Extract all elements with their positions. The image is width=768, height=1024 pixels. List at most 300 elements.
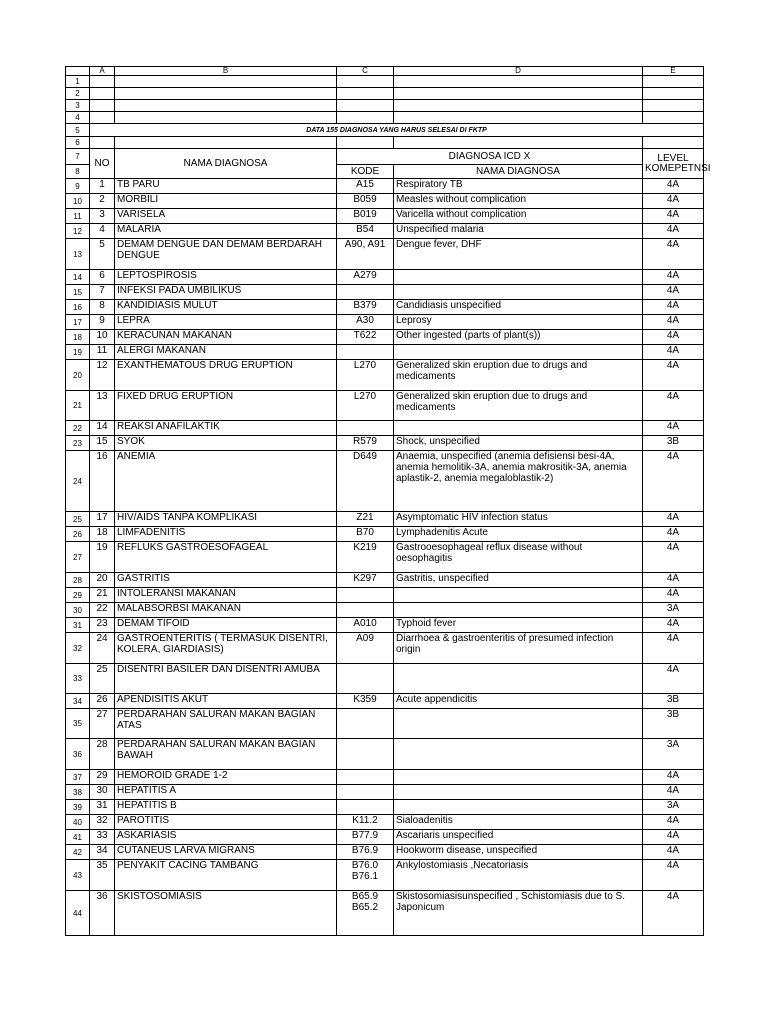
cell-no[interactable]: 9 [90,315,115,330]
table-row [66,512,704,527]
row-number[interactable]: 38 [66,785,90,800]
cell[interactable] [115,76,337,88]
table-row [66,421,704,436]
cell-icd-code[interactable]: B70 [337,527,394,542]
table-row [66,573,704,588]
cell-no[interactable]: 21 [90,588,115,603]
row-number[interactable]: 39 [66,800,90,815]
cell-diagnosis-name[interactable]: GASTRITIS [115,573,337,588]
cell-icd-name[interactable] [394,739,643,770]
cell-diagnosis-name[interactable]: INTOLERANSI MAKANAN [115,588,337,603]
cell-diagnosis-name[interactable]: MALARIA [115,224,337,239]
row-number[interactable]: 24 [66,451,90,512]
row-number[interactable]: 8 [66,165,90,179]
header-no[interactable]: NO [90,149,115,179]
cell[interactable] [643,112,704,124]
row-number[interactable]: 19 [66,345,90,360]
row-number[interactable]: 4 [66,112,90,124]
cell-level[interactable]: 4A [643,285,704,300]
cell-icd-code[interactable]: B76.0 B76.1 [337,860,394,891]
table-row [66,285,704,300]
column-header-b[interactable]: B [115,67,337,76]
cell-no[interactable]: 35 [90,860,115,891]
column-header-a[interactable]: A [90,67,115,76]
cell-diagnosis-name[interactable]: DEMAM TIFOID [115,618,337,633]
cell-no[interactable]: 4 [90,224,115,239]
cell-level[interactable]: 3A [643,603,704,618]
cell-icd-code[interactable]: B059 [337,194,394,209]
cell-level[interactable]: 4A [643,830,704,845]
cell-icd-code[interactable] [337,739,394,770]
cell-diagnosis-name[interactable]: HEMOROID GRADE 1-2 [115,770,337,785]
cell-icd-name[interactable] [394,421,643,436]
table-row [66,785,704,800]
cell-no[interactable]: 15 [90,436,115,451]
cell-diagnosis-name[interactable]: GASTROENTERITIS ( TERMASUK DISENTRI, KOLERA, GIARDIASIS) [115,633,337,664]
cell-diagnosis-name[interactable]: HEPATITIS A [115,785,337,800]
table-row [66,770,704,785]
cell-icd-code[interactable]: K11.2 [337,815,394,830]
cell-level[interactable]: 4A [643,860,704,891]
cell-level[interactable]: 4A [643,194,704,209]
row-number[interactable]: 9 [66,179,90,194]
cell-icd-code[interactable]: R579 [337,436,394,451]
column-header-row [66,67,704,76]
table-row [66,209,704,224]
cell-no[interactable]: 12 [90,360,115,391]
row-number[interactable]: 43 [66,860,90,891]
cell-icd-code[interactable]: B019 [337,209,394,224]
table-row [66,179,704,194]
cell-level[interactable]: 4A [643,588,704,603]
cell-no[interactable]: 5 [90,239,115,270]
cell-no[interactable]: 14 [90,421,115,436]
table-row [66,709,704,739]
row-number[interactable]: 29 [66,588,90,603]
cell[interactable] [90,137,115,149]
table-row [66,618,704,633]
cell-diagnosis-name[interactable]: DEMAM DENGUE DAN DEMAM BERDARAH DENGUE [115,239,337,270]
cell-level[interactable]: 4A [643,633,704,664]
cell-icd-name[interactable] [394,285,643,300]
cell-icd-code[interactable]: D649 [337,451,394,512]
row-number[interactable]: 21 [66,391,90,421]
cell-no[interactable]: 26 [90,694,115,709]
cell-icd-name[interactable] [394,785,643,800]
cell-no[interactable]: 6 [90,270,115,285]
row-number[interactable]: 6 [66,137,90,149]
row-number[interactable]: 12 [66,224,90,239]
cell-no[interactable]: 3 [90,209,115,224]
cell-level[interactable]: 4A [643,239,704,270]
cell[interactable] [643,88,704,100]
cell-diagnosis-name[interactable]: HEPATITIS B [115,800,337,815]
row-number[interactable]: 40 [66,815,90,830]
cell[interactable] [394,112,643,124]
cell-level[interactable]: 4A [643,845,704,860]
cell-level[interactable]: 4A [643,785,704,800]
table-row [66,588,704,603]
column-header-c[interactable]: C [337,67,394,76]
row-number[interactable]: 7 [66,149,90,165]
cell-icd-code[interactable] [337,345,394,360]
cell[interactable] [643,76,704,88]
row-number[interactable]: 30 [66,603,90,618]
cell-icd-name[interactable]: Generalized skin eruption due to drugs and medicaments [394,360,643,391]
table-row [66,664,704,694]
cell-level[interactable]: 4A [643,770,704,785]
cell[interactable] [115,112,337,124]
spreadsheet-table [65,66,711,936]
table-row [66,891,704,936]
column-header-e[interactable]: E [643,67,704,76]
cell-level[interactable]: 3B [643,436,704,451]
cell-level[interactable]: 4A [643,664,704,694]
header-level[interactable]: LEVEL KOMEPETNSI [643,149,704,179]
row-number[interactable]: 22 [66,421,90,436]
header-nama-diagnosa[interactable]: NAMA DIAGNOSA [115,149,337,179]
cell-icd-name[interactable]: Skistosomiasisunspecified , Schistomiasis due to S. Japonicum [394,891,643,936]
cell-icd-code[interactable] [337,664,394,694]
cell-diagnosis-name[interactable]: ALERGI MAKANAN [115,345,337,360]
cell-icd-code[interactable]: K219 [337,542,394,573]
cell-level[interactable]: 4A [643,573,704,588]
cell-icd-code[interactable] [337,709,394,739]
cell-icd-name[interactable]: Other ingested (parts of plant(s)) [394,330,643,345]
row-number[interactable]: 10 [66,194,90,209]
row-number[interactable]: 42 [66,845,90,860]
cell-icd-name[interactable]: Gastritis, unspecified [394,573,643,588]
row-number[interactable]: 1 [66,76,90,88]
cell-icd-name[interactable]: Shock, unspecified [394,436,643,451]
cell-diagnosis-name[interactable]: PENYAKIT CACING TAMBANG [115,860,337,891]
cell-diagnosis-name[interactable]: ASKARIASIS [115,830,337,845]
cell-icd-code[interactable] [337,770,394,785]
row-number[interactable]: 11 [66,209,90,224]
cell-no[interactable]: 30 [90,785,115,800]
cell-icd-name[interactable]: Hookworm disease, unspecified [394,845,643,860]
cell-no[interactable]: 16 [90,451,115,512]
cell-icd-code[interactable]: A279 [337,270,394,285]
cell-no[interactable]: 28 [90,739,115,770]
cell-icd-name[interactable]: Ascariaris unspecified [394,830,643,845]
cell-diagnosis-name[interactable]: MORBILI [115,194,337,209]
cell-icd-name[interactable] [394,588,643,603]
cell-level[interactable]: 4A [643,330,704,345]
header-kode[interactable]: KODE [337,165,394,179]
row-number[interactable]: 41 [66,830,90,845]
cell-icd-name[interactable]: Unspecified malaria [394,224,643,239]
cell[interactable] [643,137,704,149]
table-row [66,739,704,770]
cell-icd-code[interactable] [337,285,394,300]
row-number[interactable]: 16 [66,300,90,315]
header-icd-nama[interactable]: NAMA DIAGNOSA [394,165,643,179]
cell-icd-name[interactable]: Ankylostomiasis ,Necatoriasis [394,860,643,891]
cell[interactable] [337,76,394,88]
empty-row [66,100,704,112]
row-number[interactable]: 26 [66,527,90,542]
cell-icd-code[interactable]: B65.9 B65.2 [337,891,394,936]
table-row [66,436,704,451]
row-number[interactable]: 37 [66,770,90,785]
cell-level[interactable]: 4A [643,542,704,573]
table-row [66,391,704,421]
cell-no[interactable]: 2 [90,194,115,209]
cell-diagnosis-name[interactable]: HIV/AIDS TANPA KOMPLIKASI [115,512,337,527]
cell-no[interactable]: 27 [90,709,115,739]
row-number[interactable]: 25 [66,512,90,527]
row-number[interactable]: 33 [66,664,90,694]
cell-icd-name[interactable]: Dengue fever, DHF [394,239,643,270]
cell-no[interactable]: 32 [90,815,115,830]
cell-no[interactable]: 31 [90,800,115,815]
cell-diagnosis-name[interactable]: DISENTRI BASILER DAN DISENTRI AMUBA [115,664,337,694]
cell-icd-code[interactable]: T622 [337,330,394,345]
cell-level[interactable]: 4A [643,618,704,633]
cell-icd-code[interactable] [337,785,394,800]
cell-no[interactable]: 25 [90,664,115,694]
cell[interactable] [90,76,115,88]
cell-level[interactable]: 4A [643,527,704,542]
cell-level[interactable]: 4A [643,891,704,936]
cell-level[interactable]: 4A [643,512,704,527]
cell-icd-code[interactable]: B77.9 [337,830,394,845]
empty-row [66,76,704,88]
cell[interactable] [394,76,643,88]
cell[interactable] [337,88,394,100]
row-number[interactable]: 32 [66,633,90,664]
cell-icd-name[interactable] [394,800,643,815]
cell[interactable] [394,100,643,112]
cell-icd-code[interactable] [337,800,394,815]
cell-icd-code[interactable]: L270 [337,360,394,391]
cell-icd-name[interactable]: Diarrhoea & gastroenteritis of presumed infection origin [394,633,643,664]
cell[interactable] [394,88,643,100]
cell[interactable] [115,137,337,149]
cell-diagnosis-name[interactable]: TB PARU [115,179,337,194]
column-header-d[interactable]: D [394,67,643,76]
cell-diagnosis-name[interactable]: FIXED DRUG ERUPTION [115,391,337,421]
cell-icd-name[interactable]: Lymphadenitis Acute [394,527,643,542]
cell[interactable] [643,100,704,112]
cell-icd-code[interactable]: K359 [337,694,394,709]
cell-diagnosis-name[interactable]: REAKSI ANAFILAKTIK [115,421,337,436]
cell-icd-code[interactable]: L270 [337,391,394,421]
cell-icd-code[interactable]: B54 [337,224,394,239]
cell-level[interactable]: 4A [643,270,704,285]
cell-icd-name[interactable]: Varicella without complication [394,209,643,224]
cell-icd-code[interactable]: B76.9 [337,845,394,860]
table-row [66,830,704,845]
cell-diagnosis-name[interactable]: MALABSORBSI MAKANAN [115,603,337,618]
cell-diagnosis-name[interactable]: REFLUKS GASTROESOFAGEAL [115,542,337,573]
row-number[interactable]: 28 [66,573,90,588]
table-row [66,845,704,860]
cell-diagnosis-name[interactable]: LIMFADENITIS [115,527,337,542]
cell-icd-name[interactable]: Generalized skin eruption due to drugs and medicaments [394,391,643,421]
cell[interactable] [115,88,337,100]
cell-icd-name[interactable]: Respiratory TB [394,179,643,194]
cell-no[interactable]: 10 [90,330,115,345]
cell-icd-code[interactable]: A30 [337,315,394,330]
cell-no[interactable]: 23 [90,618,115,633]
cell[interactable] [337,137,394,149]
table-row [66,527,704,542]
row-number[interactable]: 20 [66,360,90,391]
cell-level[interactable]: 4A [643,451,704,512]
table-row [66,330,704,345]
cell-level[interactable]: 4A [643,179,704,194]
table-row [66,633,704,664]
cell[interactable] [337,112,394,124]
cell-level[interactable]: 3A [643,800,704,815]
row-number[interactable]: 3 [66,100,90,112]
cell-icd-name[interactable]: Anaemia, unspecified (anemia defisiensi besi-4A, anemia hemolitik-3A, anemia makrositik-3A, anemia aplastik-2, anemia megaloblastik-2) [394,451,643,512]
cell-level[interactable]: 4A [643,815,704,830]
cell-level[interactable]: 4A [643,209,704,224]
cell-icd-name[interactable]: Measles without complication [394,194,643,209]
row-number[interactable]: 18 [66,330,90,345]
cell-diagnosis-name[interactable]: CUTANEUS LARVA MIGRANS [115,845,337,860]
cell-diagnosis-name[interactable]: KERACUNAN MAKANAN [115,330,337,345]
cell-no[interactable]: 20 [90,573,115,588]
cell-icd-name[interactable]: Leprosy [394,315,643,330]
cell-no[interactable]: 22 [90,603,115,618]
cell-icd-name[interactable]: Gastrooesophageal reflux disease without oesophagitis [394,542,643,573]
cell-level[interactable]: 4A [643,224,704,239]
cell-icd-code[interactable]: K297 [337,573,394,588]
cell-no[interactable]: 11 [90,345,115,360]
cell-diagnosis-name[interactable]: PERDARAHAN SALURAN MAKAN BAGIAN ATAS [115,709,337,739]
cell-icd-name[interactable] [394,270,643,285]
cell-no[interactable]: 36 [90,891,115,936]
cell-level[interactable]: 3B [643,694,704,709]
cell-diagnosis-name[interactable]: KANDIDIASIS MULUT [115,300,337,315]
cell-no[interactable]: 19 [90,542,115,573]
cell-diagnosis-name[interactable]: LEPRA [115,315,337,330]
row-number[interactable]: 27 [66,542,90,573]
cell-level[interactable]: 4A [643,421,704,436]
row-number[interactable]: 44 [66,891,90,936]
cell-diagnosis-name[interactable]: LEPTOSPIROSIS [115,270,337,285]
table-row [66,542,704,573]
cell[interactable] [90,112,115,124]
cell-icd-code[interactable]: A09 [337,633,394,664]
cell-no[interactable]: 33 [90,830,115,845]
row-number[interactable]: 31 [66,618,90,633]
cell-diagnosis-name[interactable]: APENDISITIS AKUT [115,694,337,709]
cell-diagnosis-name[interactable]: PAROTITIS [115,815,337,830]
row-number[interactable]: 13 [66,239,90,270]
cell-icd-name[interactable]: Sialoadenitis [394,815,643,830]
cell-diagnosis-name[interactable]: ANEMIA [115,451,337,512]
cell-icd-name[interactable] [394,603,643,618]
cell[interactable] [337,100,394,112]
cell-diagnosis-name[interactable]: SYOK [115,436,337,451]
row-number[interactable]: 23 [66,436,90,451]
cell[interactable] [115,100,337,112]
cell-icd-name[interactable]: Asymptomatic HIV infection status [394,512,643,527]
table-row [66,603,704,618]
cell-no[interactable]: 18 [90,527,115,542]
title-row [66,124,704,137]
row-number[interactable]: 17 [66,315,90,330]
cell-level[interactable]: 4A [643,300,704,315]
row-number[interactable]: 34 [66,694,90,709]
cell-diagnosis-name[interactable]: INFEKSI PADA UMBILIKUS [115,285,337,300]
empty-row [66,88,704,100]
cell-no[interactable]: 24 [90,633,115,664]
cell-icd-name[interactable]: Acute appendicitis [394,694,643,709]
cell-no[interactable]: 7 [90,285,115,300]
cell-level[interactable]: 4A [643,315,704,330]
empty-row [66,137,704,149]
table-row [66,815,704,830]
table-row [66,345,704,360]
sheet-title[interactable]: DATA 155 DIAGNOSA YANG HARUS SELESAI DI FKTP [90,124,704,137]
cell[interactable] [90,88,115,100]
table-row [66,194,704,209]
row-number[interactable]: 2 [66,88,90,100]
cell-level[interactable]: 4A [643,345,704,360]
cell-no[interactable]: 8 [90,300,115,315]
cell-level[interactable]: 4A [643,391,704,421]
cell-icd-code[interactable] [337,588,394,603]
cell-icd-code[interactable]: A010 [337,618,394,633]
table-row [66,694,704,709]
cell-icd-name[interactable] [394,345,643,360]
row-number[interactable]: 36 [66,739,90,770]
cell-diagnosis-name[interactable]: SKISTOSOMIASIS [115,891,337,936]
cell-diagnosis-name[interactable]: PERDARAHAN SALURAN MAKAN BAGIAN BAWAH [115,739,337,770]
cell-icd-code[interactable]: B379 [337,300,394,315]
cell-diagnosis-name[interactable]: EXANTHEMATOUS DRUG ERUPTION [115,360,337,391]
cell-no[interactable]: 29 [90,770,115,785]
cell-icd-code[interactable] [337,603,394,618]
row-number[interactable]: 5 [66,124,90,137]
cell-level[interactable]: 3A [643,739,704,770]
cell-diagnosis-name[interactable]: VARISELA [115,209,337,224]
cell-icd-code[interactable]: A90, A91 [337,239,394,270]
cell-icd-code[interactable]: Z21 [337,512,394,527]
cell-icd-code[interactable] [337,421,394,436]
cell-no[interactable]: 13 [90,391,115,421]
table-row [66,315,704,330]
row-number[interactable]: 14 [66,270,90,285]
cell-icd-name[interactable]: Candidiasis unspecified [394,300,643,315]
cell-icd-name[interactable]: Typhoid fever [394,618,643,633]
cell-icd-name[interactable] [394,709,643,739]
header-icd-x[interactable]: DIAGNOSA ICD X [337,149,643,165]
cell-level[interactable]: 4A [643,360,704,391]
table-row [66,239,704,270]
cell-icd-code[interactable]: A15 [337,179,394,194]
cell[interactable] [90,100,115,112]
row-number[interactable]: 15 [66,285,90,300]
table-row [66,224,704,239]
corner-cell[interactable] [66,67,90,76]
row-number[interactable]: 35 [66,709,90,739]
cell-level[interactable]: 3B [643,709,704,739]
cell-icd-name[interactable] [394,664,643,694]
cell-no[interactable]: 34 [90,845,115,860]
cell-no[interactable]: 1 [90,179,115,194]
cell-no[interactable]: 17 [90,512,115,527]
empty-row [66,112,704,124]
cell[interactable] [394,137,643,149]
cell-icd-name[interactable] [394,770,643,785]
